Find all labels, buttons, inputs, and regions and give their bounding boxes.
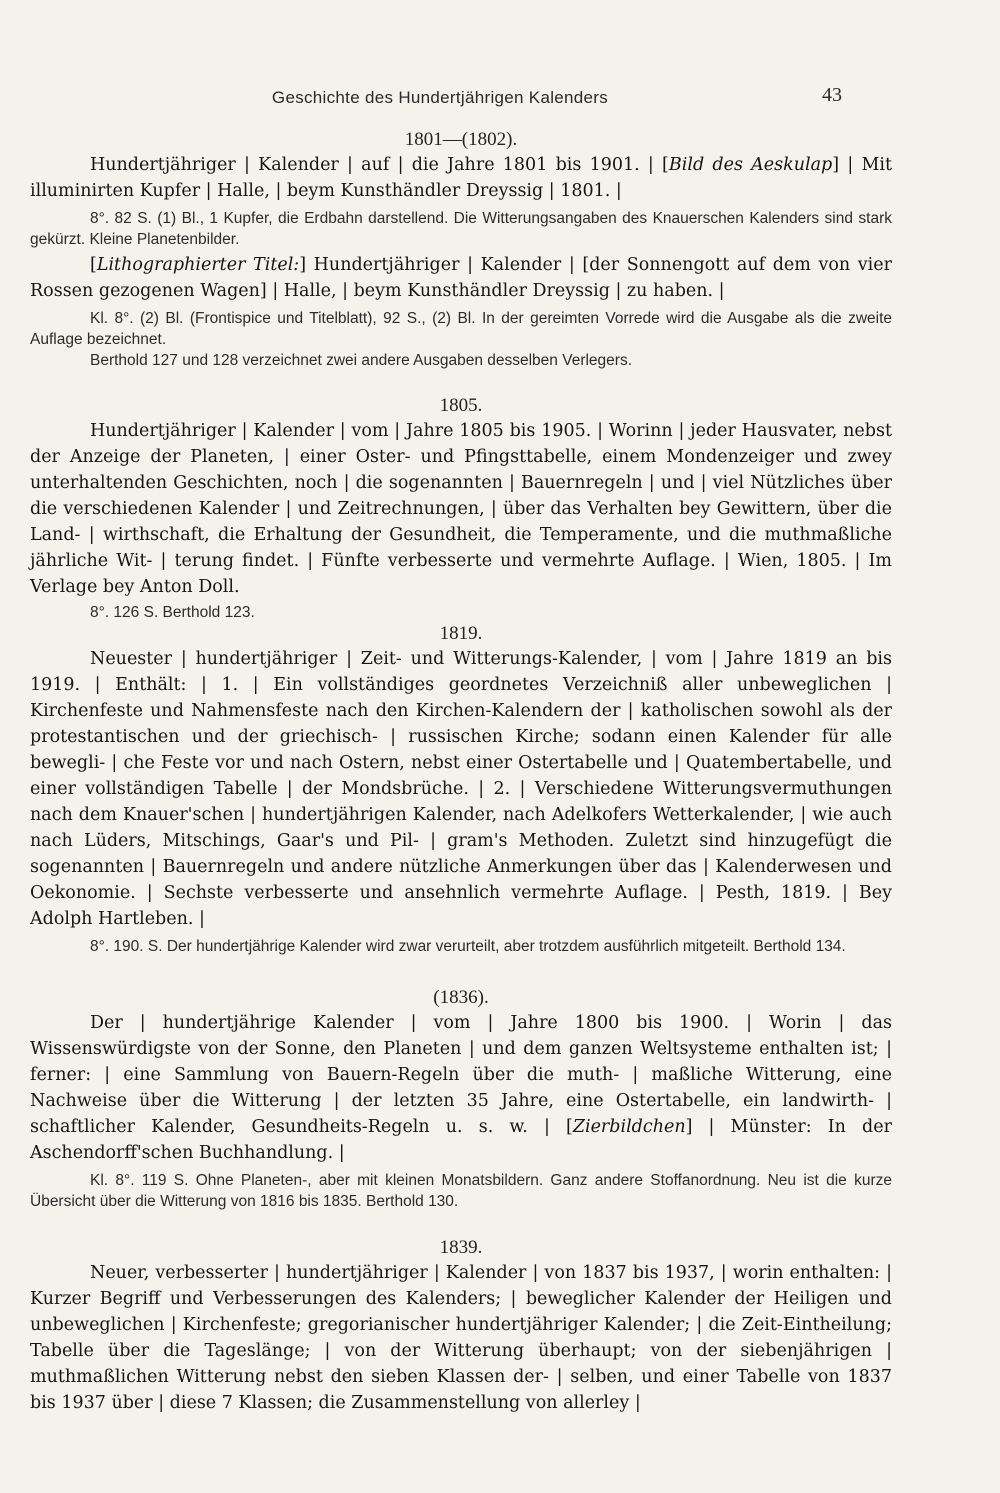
entry-1801 xyxy=(30,128,892,371)
entry-title-text: Neuer, verbesserter | hundertjähriger | Kalender | von 1837 bis 1937, | worin enthalten: | Kurzer Begriff und Verbesserungen des Kalenders; | beweglicher Kalender der Heiligen und unbeweglichen | Kirchenfeste; gregorianischer hundertjähriger Kalender; | die Zeit-Eintheilung; Tabelle über die Tageslänge; | von der Witterung überhaupt; von der siebenjährigen | muthmaßlichen Witterung nebst den sieben Klassen der- | selben, und einer Tabelle von 1837 bis 1937 über | diese 7 Klassen; die Zusammenstellung von allerley | xyxy=(30,1263,892,1413)
page-number: 43 xyxy=(822,84,842,106)
entry-title-italic: Bild des Aeskulap xyxy=(668,155,833,175)
entry-1839 xyxy=(30,1236,892,1416)
entry-title xyxy=(30,1010,892,1166)
entry-title-text: Neuester | hundertjähriger | Zeit- und Witterungs-Kalender, | vom | Jahre 1819 an bis 1919. | Enthält: | 1. | Ein vollständiges geordnetes Verzeichniß aller unbeweglichen | Kirchenfeste und Nahmensfeste nach den Kirchen-Kalendern der | katholischen sowohl als der protestantischen und der griechisch- | russischen Kirche; sodann einen Kalender für alle bewegli- | che Feste vor und nach Ostern, nebst einer Ostertabelle und | Quatembertabelle, und einer vollständigen Tabelle | der Mondsbrüche. | 2. | Verschiedene Witterungsvermuthungen nach dem Knauer'schen | hundertjährigen Kalender, nach Adelkofers Wetterkalender, | wie auch nach Lüders, Mitschings, Gaar's und Pil- | gram's Methoden. Zuletzt sind hinzugefügt die sogenannten | Bauernregeln und andere nützliche Anmerkungen über das | Kalenderwesen und Oekonomie. | Sechste verbesserte und ansehnlich vermehrte Auflage. | Pesth, 1819. | Bey Adolph Hartleben. | xyxy=(30,649,892,929)
entry-subtitle xyxy=(30,252,892,304)
entry-note-text: Kl. 8°. 119 S. Ohne Planeten-, aber mit kleinen Monatsbildern. Ganz andere Stoffanordnung. Neu ist die kurze Übersicht über die Witterung von 1816 bis 1835. Berthold 130. xyxy=(30,1172,892,1210)
entry-year: 1839. xyxy=(439,1237,483,1258)
entry-title xyxy=(30,152,892,204)
entry-year: 1801—(1802). xyxy=(404,129,518,150)
entry-title-pre: Hundertjähriger | Kalender | auf | die Jahre 1801 bis 1901. | [ xyxy=(90,155,669,175)
entry-subnote-2 xyxy=(30,350,892,371)
entry-note-text: 8°. 82 S. (1) Bl., 1 Kupfer, die Erdbahn darstellend. Die Witterungsangaben des Knauerschen Kalenders sind stark gekürzt. Kleine Planetenbilder. xyxy=(30,210,892,248)
entry-note xyxy=(30,1170,892,1212)
entry-year: (1836). xyxy=(433,987,489,1008)
entry-title xyxy=(30,646,892,932)
entry-subnote-text: Kl. 8°. (2) Bl. (Frontispice und Titelblatt), 92 S., (2) Bl. In der gereimten Vorrede wird die Ausgabe als die zweite Auflage bezeichnet. xyxy=(30,310,892,348)
entry-note-text: 8°. 126 S. Berthold 123. xyxy=(90,604,255,621)
entry-1819 xyxy=(30,622,892,957)
entry-title xyxy=(30,418,892,600)
entry-1805 xyxy=(30,394,892,623)
entry-note xyxy=(30,602,892,623)
entry-subtitle-pre: [ xyxy=(90,255,97,275)
entry-title-post: ] | Münster: In der Aschendorff'schen Buchhandlung. | xyxy=(30,1117,892,1163)
entry-title-italic: Zierbildchen xyxy=(572,1117,686,1137)
entry-title-pre: Der | hundertjährige Kalender | vom | Jahre 1800 bis 1900. | Worin | das Wissenswürdigste von der Sonne, den Planeten | und dem ganzen Weltsysteme enthalten ist; | ferner: | eine Sammlung von Bauern-Regeln über die muth- | maßliche Witterung, eine Nachweise über die Witterung | der letzten 35 Jahre, eine Ostertabelle, ein landwirth- | schaftlicher Kalender, Gesundheits-Regeln u. s. w. | [ xyxy=(30,1013,892,1137)
entry-subnote-2-text: Berthold 127 und 128 verzeichnet zwei andere Ausgaben desselben Verlegers. xyxy=(90,352,633,369)
entry-note xyxy=(30,208,892,250)
entry-note-text: 8°. 190. S. Der hundertjährige Kalender wird zwar verurteilt, aber trotzdem ausführlich mitgeteilt. Berthold 134. xyxy=(90,938,846,955)
entry-title xyxy=(30,1260,892,1416)
running-header: Geschichte des Hundertjährigen Kalenders xyxy=(271,88,609,107)
entry-title-post: ] | Mit illuminirten Kupfer | Halle, | beym Kunsthändler Dreyssig | 1801. | xyxy=(30,155,892,201)
entry-title-text: Hundertjähriger | Kalender | vom | Jahre 1805 bis 1905. | Worinn | jeder Hausvater, nebst der Anzeige der Planeten, | einer Oster- und Pfingsttabelle, einem Mondenzeiger und zwey unterhaltenden Geschichten, noch | die sogenannten | Bauernregeln | und | viel Nützliches über die verschiedenen Kalender | und Zeitrechnungen, | über das Verhalten bey Gewittern, über die Land- | wirthschaft, die Erhaltung der Gesundheit, die Temperamente, und die muthmaßliche jährliche Wit- | terung findet. | Fünfte verbesserte und vermehrte Auflage. | Wien, 1805. | Im Verlage bey Anton Doll. xyxy=(30,421,892,597)
entry-1836 xyxy=(30,986,892,1212)
entry-subtitle-italic: Lithographierter Titel: xyxy=(96,255,300,275)
entry-note xyxy=(30,936,892,957)
entry-subtitle-post: ] Hundertjähriger | Kalender | [der Sonnengott auf dem von vier Rossen gezogenen Wagen] | Halle, | beym Kunsthändler Dreyssig | zu haben. | xyxy=(30,255,892,301)
entry-subnote xyxy=(30,308,892,350)
entry-year: 1805. xyxy=(439,395,483,416)
entry-year: 1819. xyxy=(439,623,483,644)
